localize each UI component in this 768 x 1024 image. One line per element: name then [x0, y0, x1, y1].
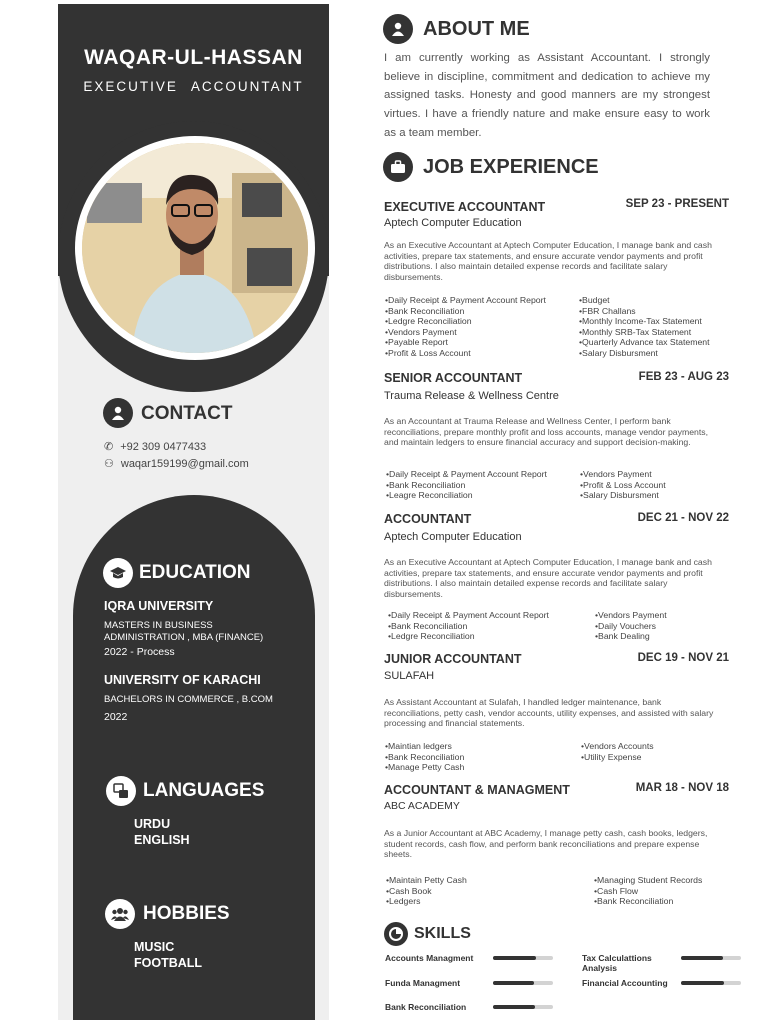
pie-chart-icon — [384, 922, 408, 946]
education-degree: BACHELORS IN COMMERCE , B.COM — [104, 694, 273, 705]
job-title: EXECUTIVE ACCOUNTANT — [384, 200, 546, 214]
job-company: Aptech Computer Education — [384, 531, 522, 543]
list-item: • Salary Disbursment — [579, 348, 710, 359]
skill-bar-fill — [493, 981, 534, 985]
group-icon — [105, 899, 135, 929]
list-item: • Bank Reconciliation — [385, 306, 546, 317]
translate-icon — [106, 776, 136, 806]
list-item: • Bank Dealing — [595, 631, 667, 642]
job-duties-list — [386, 875, 467, 907]
job-date: SEP 23 - PRESENT — [625, 198, 729, 210]
list-item: • Vendors Payment — [595, 610, 667, 621]
skill-name: Financial Accounting — [582, 978, 668, 988]
job-duties-list — [595, 610, 667, 642]
list-item: • Maintian ledgers — [385, 741, 464, 752]
list-item: • Payable Report — [385, 337, 546, 348]
skill-bar — [493, 956, 553, 960]
experience-heading: JOB EXPERIENCE — [423, 156, 599, 178]
job-date: MAR 18 - NOV 18 — [635, 782, 729, 794]
skill-bar-fill — [681, 981, 724, 985]
job-duties-list — [594, 875, 702, 907]
list-item: • Daily Receipt & Payment Account Report — [385, 295, 546, 306]
skill-name: Funda Managment — [385, 978, 461, 988]
language-item: URDU — [134, 817, 171, 831]
job-title: SENIOR ACCOUNTANT — [384, 371, 523, 385]
education-years: 2022 - Process — [104, 646, 175, 658]
list-item: • Maintain Petty Cash — [386, 875, 467, 886]
hobby-item: FOOTBALL — [134, 956, 203, 970]
job-date: FEB 23 - AUG 23 — [638, 371, 729, 383]
languages-heading: LANGUAGES — [143, 780, 265, 801]
job-company: Aptech Computer Education — [384, 217, 522, 229]
job-duties-list — [388, 610, 549, 642]
job-duties-list — [385, 741, 464, 773]
skills-heading: SKILLS — [414, 925, 471, 942]
job-duties-list — [581, 741, 654, 762]
phone-number: +92 309 0477433 — [120, 440, 207, 453]
phone-icon: ✆ — [104, 441, 114, 453]
list-item: • Budget — [579, 295, 710, 306]
job-duties-list — [386, 469, 547, 501]
about-text: I am currently working as Assistant Accountant. I strongly believe in discipline, commitment and dedication to achieve my assigned tasks. Honesty and good manners are my strongest virtues. I have a friendly nature and make ensure easy to work as a team member. — [384, 52, 710, 139]
skill-bar — [493, 981, 553, 985]
list-item: • Monthly SRB-Tax Statement — [579, 327, 710, 338]
job-date: DEC 19 - NOV 21 — [637, 652, 729, 664]
list-item: • Ledgre Reconciliation — [385, 316, 546, 327]
job-description: As an Executive Accountant at Aptech Computer Education, I manage bank and cash activities, prepare tax statements, and ensure accurate vendor payments and profit distributions. I also maintain detailed expense records and facilitate salary disbursements. — [384, 240, 712, 282]
list-item: • Daily Vouchers — [595, 621, 667, 632]
skill-bar-fill — [681, 956, 723, 960]
job-duties-list — [579, 295, 710, 359]
education-heading: EDUCATION — [139, 562, 251, 583]
list-item: • Cash Book — [386, 886, 467, 897]
job-company: SULAFAH — [384, 670, 435, 682]
skill-bar — [681, 956, 741, 960]
language-item: ENGLISH — [134, 833, 190, 847]
user-icon — [103, 398, 133, 428]
education-degree: MASTERS IN BUSINESS — [104, 620, 213, 631]
list-item: • Monthly Income-Tax Statement — [579, 316, 710, 327]
skill-bar — [681, 981, 741, 985]
education-school: UNIVERSITY OF KARACHI — [104, 673, 261, 687]
hobbies-heading: HOBBIES — [143, 903, 230, 924]
list-item: • Salary Disbursment — [580, 490, 666, 501]
job-description: As an Executive Accountant at Aptech Computer Education, I manage bank and cash activities, prepare tax statements, and ensure accurate vendor payments and profit distributions. I also maintain detailed expense records and facilitate salary disbursements. — [384, 557, 712, 599]
list-item: • Ledgre Reconciliation — [388, 631, 549, 642]
skill-name: Tax Calculattions Analysis — [582, 953, 652, 973]
job-title: ACCOUNTANT — [384, 512, 472, 526]
list-item: • Leagre Reconciliation — [386, 490, 547, 501]
list-item: • Vendors Payment — [580, 469, 666, 480]
job-description: As Assistant Accountant at Sulafah, I handled ledger maintenance, bank reconciliations, petty cash, vendor accounts, utility expenses, and assisted with salary processing and financial statements. — [384, 697, 714, 729]
list-item: • Daily Receipt & Payment Account Report — [386, 469, 547, 480]
profile-name: WAQAR-UL-HASSAN — [84, 46, 303, 69]
list-item: • Vendors Payment — [385, 327, 546, 338]
list-item: • Bank Reconciliation — [594, 896, 702, 907]
list-item: • Managing Student Records — [594, 875, 702, 886]
profile-role: EXECUTIVE ACCOUNTANT — [83, 79, 304, 94]
job-company: Trauma Release & Wellness Centre — [384, 390, 559, 402]
about-heading: ABOUT ME — [423, 18, 530, 40]
job-description: As an Accountant at Trauma Release and Wellness Center, I perform bank reconciliations, prepare monthly profit and loss accounts, manage vendor payments, and maintain ledgers to ensure financial accuracy and support decision-making. — [384, 416, 709, 448]
job-title: JUNIOR ACCOUNTANT — [384, 652, 522, 666]
education-years: 2022 — [104, 711, 128, 723]
contact-email[interactable] — [104, 457, 249, 470]
list-item: • Bank Reconciliation — [386, 480, 547, 491]
user-icon — [383, 14, 413, 44]
briefcase-icon — [383, 152, 413, 182]
job-company: ABC ACADEMY — [384, 800, 460, 812]
list-item: • Ledgers — [386, 896, 467, 907]
job-duties-list — [385, 295, 546, 359]
education-degree: ADMINISTRATION , MBA (FINANCE) — [104, 632, 264, 643]
job-description: As a Junior Accountant at ABC Academy, I manage petty cash, cash books, ledgers, student records, cash flow, and perform bank reconciliations and prepare expense sheets. — [384, 828, 708, 860]
list-item: • Quarterly Advance tax Statement — [579, 337, 710, 348]
graduation-cap-icon — [103, 558, 133, 588]
job-date: DEC 21 - NOV 22 — [637, 512, 729, 524]
education-school: IQRA UNIVERSITY — [104, 599, 214, 613]
list-item: • FBR Challans — [579, 306, 710, 317]
contact-heading: CONTACT — [141, 403, 233, 424]
list-item: • Daily Receipt & Payment Account Report — [388, 610, 549, 621]
list-item: • Bank Reconciliation — [388, 621, 549, 632]
list-item: • Vendors Accounts — [581, 741, 654, 752]
list-item: • Utility Expense — [581, 752, 654, 763]
contact-phone[interactable] — [104, 440, 206, 453]
job-duties-list — [580, 469, 666, 501]
list-item: • Profit & Loss Account — [385, 348, 546, 359]
list-item: • Manage Petty Cash — [385, 762, 464, 773]
email-address: waqar159199@gmail.com — [120, 457, 249, 470]
globe-icon: ⚇ — [104, 458, 114, 470]
hobby-item: MUSIC — [134, 940, 175, 954]
list-item: • Profit & Loss Account — [580, 480, 666, 491]
skill-name: Accounts Managment — [385, 953, 474, 963]
skill-bar-fill — [493, 1005, 535, 1009]
list-item: • Bank Reconciliation — [385, 752, 464, 763]
profile-photo — [75, 136, 315, 360]
skill-bar — [493, 1005, 553, 1009]
list-item: • Cash Flow — [594, 886, 702, 897]
skill-name: Bank Reconciliation — [385, 1002, 467, 1012]
job-title: ACCOUNTANT & MANAGMENT — [384, 783, 570, 797]
skill-bar-fill — [493, 956, 536, 960]
